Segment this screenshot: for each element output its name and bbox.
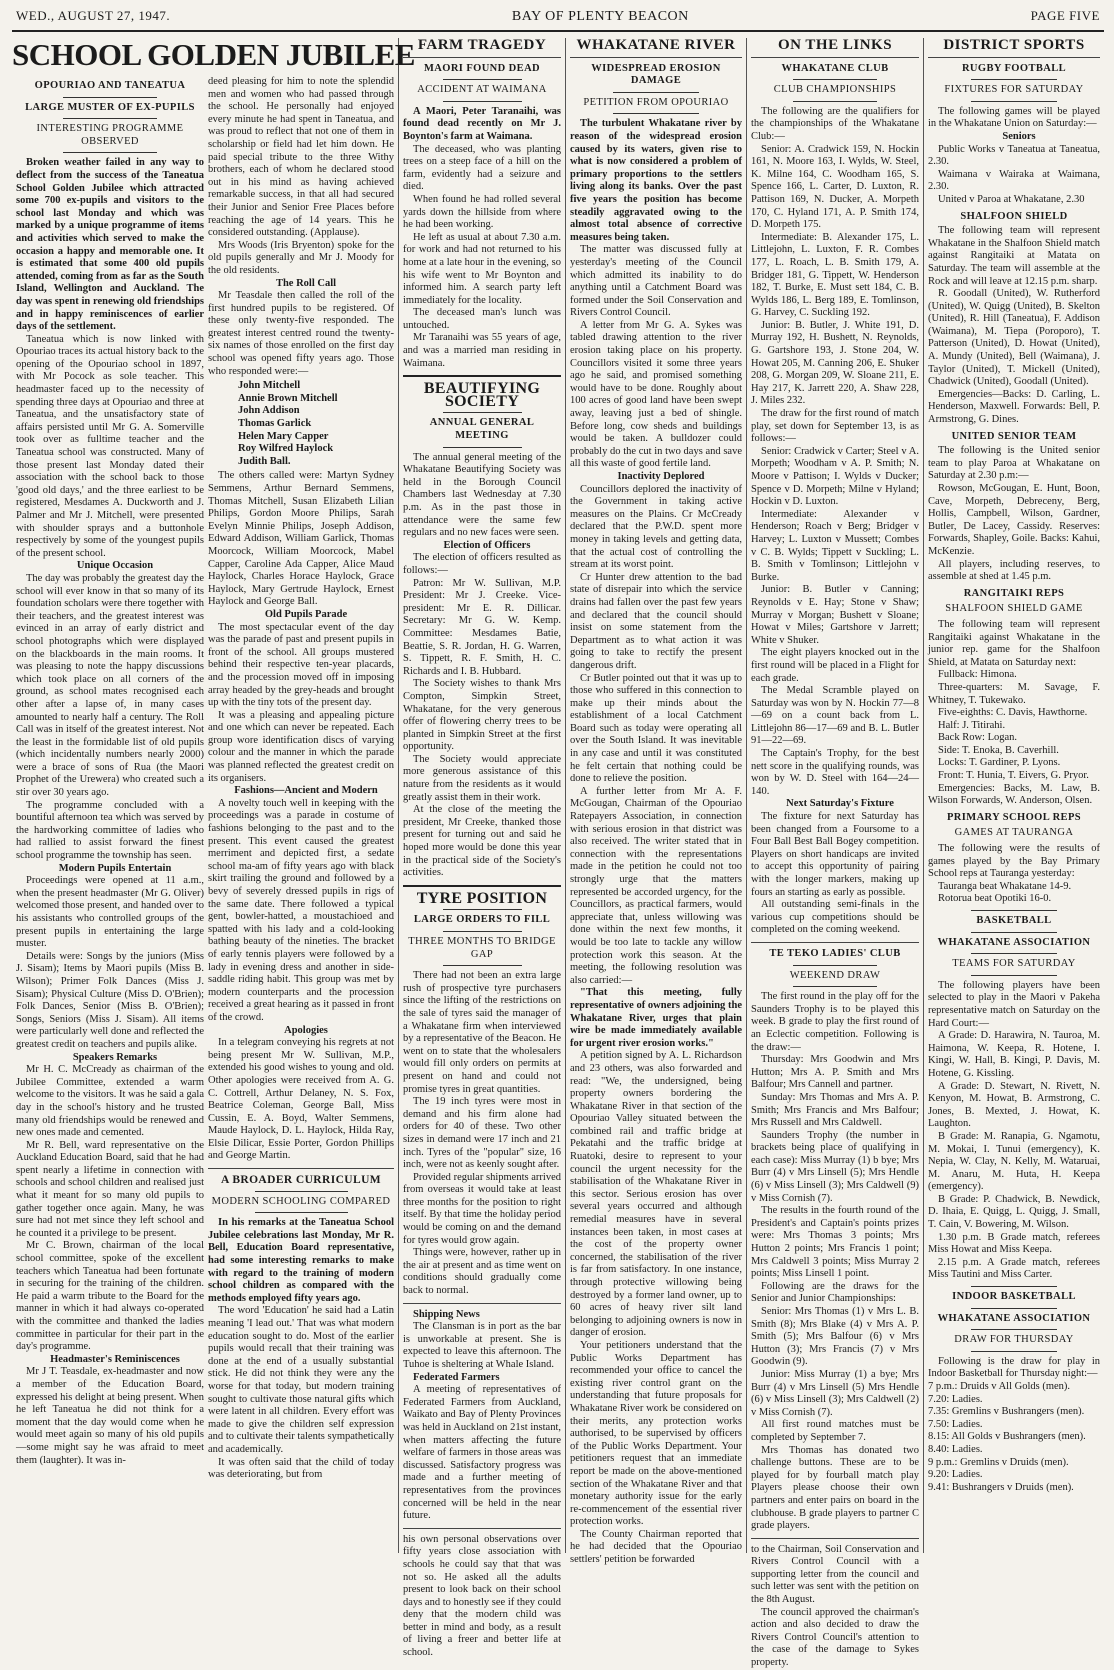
primary-title: PRIMARY SCHOOL REPS bbox=[946, 811, 1082, 823]
responder-name: John Addison bbox=[238, 405, 300, 417]
paragraph: The Society would appreciate more generous assistance of this nature from the residents as it would greatly assist them in their work. bbox=[403, 753, 561, 803]
sports-title: DISTRICT SPORTS bbox=[943, 37, 1085, 53]
column-4 bbox=[570, 36, 742, 1566]
paragraph: 2.15 p.m. A Grade match, referees Miss Tautini and Miss Carter. bbox=[928, 1256, 1100, 1281]
divider bbox=[63, 97, 157, 98]
responder-name: Thomas Garlick bbox=[238, 418, 312, 430]
indoor-draw-list bbox=[928, 1381, 1100, 1494]
responder-names-list bbox=[238, 380, 394, 468]
crosshead: Fashions—Ancient and Modern bbox=[234, 785, 378, 797]
paragraph: Side: T. Enoka, B. Caverhill. bbox=[938, 744, 1059, 756]
river-deck: WIDESPREAD EROSION DAMAGE bbox=[591, 62, 721, 87]
paragraph: A petition signed by A. L. Richardson and 23 others, was also forwarded and read: "We, the undersigned, being property owners bordering the Whakatane River in that section of the Opouriao Valley situated between the combined rail and traffic bridge at Pekatahi and the traffic bridge at Ruatoki, desire to represent to your council the urgent necessity for the stabilisation of the Whakatane River in this sector. Serious erosion has over several years occurred and although remedial measures have in several instances been taken, in most cases at the cost of the property owner concerned, the stabilisation of the river is far from satisfactory. In one instance, through protective willowing being destroyed by a former land owner, up to 60 acres of heavy river silt land belonging to adjoining owners is now in danger of erosion. bbox=[570, 1050, 742, 1339]
paragraph: Locks: T. Gardiner, P. Lyons. bbox=[938, 757, 1061, 769]
paragraph: Waimana v Wairaka at Waimana, 2.30. bbox=[928, 168, 1100, 193]
paragraph: The following were the results of games played by the Bay Primary School reps at Tauranga yesterday: bbox=[928, 843, 1100, 880]
resolution: "That this meeting, fully representative of owners adjoining the Whakatane River, urges that plain wire be made immediately available for urgent river erosion works." bbox=[570, 987, 742, 1049]
primary-deck: GAMES AT TAURANGA bbox=[954, 827, 1074, 839]
jubilee-deck-2: INTERESTING PROGRAMME OBSERVED bbox=[36, 123, 184, 147]
divider bbox=[793, 986, 877, 987]
responder-name: Annie Brown Mitchell bbox=[238, 392, 338, 404]
column-1 bbox=[16, 76, 204, 1553]
paragraph: The first round in the play off for the Saunders Trophy is to be played this week. B grade to play the first round of an Eclectic competition. Following is the draw:— bbox=[751, 991, 919, 1053]
divider bbox=[403, 375, 561, 377]
paragraph: Thursday: Mrs Goodwin and Mrs Hutton; Mrs A. P. Smith and Mrs Balfour; Mrs Cannell and partner. bbox=[751, 1054, 919, 1091]
divider bbox=[255, 1212, 348, 1213]
divider bbox=[443, 412, 522, 413]
paragraph: Senior: A. Cradwick 159, N. Hockin 161, N. Moore 163, I. Wylds, W. Steel, K. Milne 164, C. Woodham 165, S. Spence 166, L. Carter, D. Luxton, R. Pattison 169, N. Ducker, A. Morpeth 170, C. Hyland 171, A. P. Smith 174, D. Morpeth 175. bbox=[751, 143, 919, 231]
paragraph: All players, including reserves, to assemble at shed at 1.45 p.m. bbox=[928, 558, 1100, 583]
divider bbox=[613, 92, 699, 93]
divider bbox=[751, 1538, 919, 1539]
draw-item: 9 p.m.: Gremlins v Druids (men). bbox=[928, 1456, 1069, 1468]
divider bbox=[403, 57, 561, 58]
crosshead: The Roll Call bbox=[275, 277, 337, 289]
paragraph: The following is the United senior team to play Paroa at Whakatane on Saturday at 2.30 p.m:— bbox=[928, 445, 1100, 482]
paragraph: Mrs Thomas has donated two challenge buttons. These are to be played for by fourball match play Players please choose their own partners and enter pairs on board in the clubhouse. B grade players to partner C grade players. bbox=[751, 1444, 919, 1532]
responder-name: Judith Ball. bbox=[238, 455, 291, 467]
jubilee-subtitle: OPOURIAO AND TANEATUA bbox=[34, 80, 186, 91]
paragraph: to the Chairman, Soil Conservation and Rivers Control Council with a supporting letter from the council and such letter was sent with the petition on the 8th August. bbox=[751, 1543, 919, 1606]
paragraph: The following games will be played in the Whakatane Union on Saturday:— bbox=[928, 105, 1100, 130]
paragraph: The most spectacular event of the day was the parade of past and present pupils in front of the school. All groups mustered behind their respective ten-year placards, and the procession moved off in imposing array headed by the grey-heads and brought up with the tiny tots of the present day. bbox=[208, 621, 394, 709]
paragraph: All first round matches must be completed by September 7. bbox=[751, 1419, 919, 1443]
jubilee-lead: Broken weather failed in any way to deflect from the success of the Taneatua School Golden Jubilee which attracted some 700 ex-pupils and visitors to the school last Monday and which was marked by a unique programme of items and activities which served to make the occasion a happy and memorable one. It is estimated that some 400 old pupils attended, coming from as far as the South Island, Wellington and Auckland. The day was spent in renewing old friendships and in happy reminiscences of earlier days of the settlement. bbox=[16, 157, 204, 333]
crosshead: Modern Pupils Entertain bbox=[58, 862, 172, 874]
divider bbox=[971, 101, 1057, 102]
paragraph: Intermediate: Alexander v Henderson; Roach v Berg; Bridger v Harvey; L. Luxton v Mussett; Combes v C. B. Wylds; Tippett v Suckling; L. B. Smith v Tomlinson; Littlejohn v Burke. bbox=[751, 508, 919, 583]
shalfoon-title: SHALFOON SHIELD bbox=[960, 210, 1068, 222]
paragraph: Following is the draw for play in Indoor Basketball for Thursday night:— bbox=[928, 1355, 1100, 1380]
divider bbox=[443, 101, 522, 102]
paragraph: Following are the draws for the Senior and Junior Championships: bbox=[751, 1280, 919, 1305]
draw-item: 9.41: Bushrangers v Druids (men). bbox=[928, 1481, 1074, 1493]
divider bbox=[971, 910, 1057, 911]
rugby-title: RUGBY FOOTBALL bbox=[961, 62, 1067, 74]
paragraph: The others called were: Martyn Sydney Semmens, Arthur Bernard Semmens, Thomas Mitchell, Susan Elizabeth Lilian Philips, Gordon Moore Philips, Sarah Evelyn Minnie Philips, Joseph Addison, Edward Addison, William Garlick, Thomas Moorcock, William Moorcock, Mabel Capper, Caroline Ada Capper, Alice Maud Haylock, Charles Horace Haylock, Grace Haylock, Mary Gertrude Haylock, Ernest Haylock and George Ball. bbox=[208, 470, 394, 608]
paragraph: B Grade: P. Chadwick, B. Newdick, D. Ihaia, E. Quigg, L. Quigg, J. Small, T. Cain, V. Bowering, M. Wilson. bbox=[928, 1193, 1100, 1231]
draw-item: 9.20: Ladies. bbox=[928, 1469, 983, 1481]
paragraph: All outstanding semi-finals in the various cup competitions should be completed on the coming weekend. bbox=[751, 899, 919, 936]
paragraph: A Grade: D. Harawira, N. Tauroa, M. Haimona, W. Keepa, R. Hotene, I. Kingi, W. Hall, B. Kingi, P. Davis, M. Hotene, G. Kissling. bbox=[928, 1030, 1100, 1079]
paragraph: The Society wishes to thank Mrs Compton, Simpkin Street, Whakatane, for the very generous offer of flowering cherry trees to be planted in Simpkin Street at the first opportunity. bbox=[403, 678, 561, 753]
column-rule bbox=[746, 38, 747, 1553]
paragraph: Cr Hunter drew attention to the bad state of disrepair into which the service drains had fallen over the past few years and declared that the council should insist on some statement from the Department as to what action it was going to take to rectify the present dangerous drift. bbox=[570, 571, 742, 671]
curriculum-title: A BROADER CURRICULUM bbox=[220, 1174, 382, 1187]
paragraph: At the close of the meeting the president, Mr Creeke, thanked those present for turning out and said he hoped more would be done this year in the practical side of the Society's activities. bbox=[403, 804, 561, 879]
responder-name: John Mitchell bbox=[238, 380, 301, 392]
divider bbox=[443, 447, 522, 448]
paragraph: Mrs Woods (Iris Bryenton) spoke for the old pupils generally and Mr J. Moody for the old residents. bbox=[208, 239, 394, 276]
divider bbox=[971, 1286, 1057, 1287]
paragraph: Mr Teasdale then called the roll of the first hundred pupils to be registered. Of these only twenty-five responded. The greatest interest centred round the twenty-six names of those enrolled on the first day school was opened fifty years ago. Those who responded were:— bbox=[208, 290, 394, 377]
draw-item: 7.50: Ladies. bbox=[928, 1418, 983, 1430]
column-rule bbox=[565, 38, 566, 1553]
divider bbox=[403, 1303, 561, 1304]
paragraph: Rowson, McGougan, E. Hunt, Boon, Cave, Morpeth, Debreceny, Berg, Hollis, Campbell, Wilson, Gardner, Butler, De Lacey, Cassidy. Reserves: Forwards, Shapley, Goile. Backs: Kahui, McKenzie. bbox=[928, 483, 1100, 557]
divider bbox=[570, 57, 742, 58]
reps-deck: SHALFOON SHIELD GAME bbox=[945, 603, 1083, 615]
crosshead: Federated Farmers bbox=[413, 1371, 500, 1383]
paragraph: There had not been an extra large rush of prospective tyre purchasers since the lifting of the restrictions on the sale of tyres said the manager of a Whakatane firm when interviewed by a representative of the Beacon. He went on to state that the wholesalers would fill only orders on permits at present on hand and could not promise tyres in great quantities. bbox=[403, 970, 561, 1095]
divider bbox=[403, 885, 561, 887]
paragraph: Mr R. Bell, ward representative on the Auckland Education Board, said that he had spent nearly a lifetime in connection with schools and school children and realised just what it meant for so many old pupils to gather together once again. Many, he was sure had not met since they left school and he counted it a privilege to be present. bbox=[16, 1139, 204, 1239]
paragraph: In a telegram conveying his regrets at not being present Mr W. Sullivan, M.P., extended his good wishes to young and old. Other apologies were received from A. G. C. Cottrell, Arthur Delaney, N. S. Fox, Beatrice Coleman, George Ball, Miss Cussin, E. A. Boyd, Walter Semmens, Maude Haylock, D. L. Haylock, Hilda Ray, Elsie Dilicar, Essie Porter, Gordon Phillips and George Martin. bbox=[208, 1037, 394, 1162]
river-deck-2: PETITION FROM OPOURIAO bbox=[583, 96, 729, 108]
divider bbox=[403, 1528, 561, 1529]
paragraph: Senior: Cradwick v Carter; Steel v A. Morpeth; Woodham v A. P. Smith; N. Moore v Pattison; I. Wylds v Ducker; Spence v D. Morpeth; Milne v Hyland; Hockin v D. Luxton. bbox=[751, 445, 919, 508]
curriculum-lead: In his remarks at the Taneatua School Jubilee celebrations last Monday, Mr R. Bell, Education Board representative, had some interesting remarks to make with regard to the training of modern school children as compared with the methods employed fifty years ago. bbox=[208, 1217, 394, 1304]
river-lead: The turbulent Whakatane river by reason of the widespread erosion caused by its waters, given rise to what is now considered a problem of primary proportions to the settlers living along its banks. Over the past five years the position has become steadily aggravated owing to the almost total absence of corrective measures being taken. bbox=[570, 118, 742, 243]
draw-item: 7.35: Gremlins v Bushrangers (men). bbox=[928, 1406, 1085, 1418]
divider bbox=[751, 57, 919, 58]
farm-deck-2: ACCIDENT AT WAIMANA bbox=[417, 84, 547, 96]
columns bbox=[12, 36, 1104, 1669]
paragraph: Tauranga beat Whakatane 14-9. bbox=[938, 880, 1072, 892]
river-title: WHAKATANE RIVER bbox=[576, 37, 736, 53]
paragraph: A novelty touch well in keeping with the proceedings was a parade in costume of fashions belonging to the past and to the present. This event caused the greatest merriment and depicted first, a sedate school ma-am of fifty years ago with black skirt trailing the ground and followed by a bevy of severely dressed pupils in rigs of the same date. There followed a typical gent, bowler-hatted, a moustachioed and spatted with his lady and a cold-looking bathing beauty of the nineties. The bracket of early tennis players were followed by a lady in evening dress and another in side-saddle riding habit. This group was met by modern counterparts and the procession received a great hearing as it passed in front of the crowd. bbox=[208, 797, 394, 1023]
farm-lead: A Maori, Peter Taranaihi, was found dead recently on Mr J. Boynton's farm at Waimana. bbox=[403, 105, 561, 142]
crosshead: Seniors bbox=[1002, 130, 1036, 142]
divider bbox=[443, 931, 522, 932]
paragraph: Mr C. Brown, chairman of the local school committee, spoke of the excellent teachers which Taneatua had been fortunate in securing for the training of the children. He paid a warm tribute to the Board for the manner in which it had always co-operated with the committee and thanked the ladies committee in particular for their part in the day's programme. bbox=[16, 1240, 204, 1353]
divider bbox=[613, 113, 699, 114]
crosshead: Shipping News bbox=[413, 1308, 480, 1320]
paragraph: Emergencies—Backs: D. Carling, L. Henderson, Maxwell. Forwards: Bell, P. Armstrong, G. Dines. bbox=[928, 388, 1100, 426]
paragraph: Provided regular shipments arrived from overseas it would take at least three months for the position to right itself. By that time the holiday period would be coming on and the demand for tyres would grow again. bbox=[403, 1171, 561, 1246]
divider bbox=[255, 1191, 348, 1192]
links-title: ON THE LINKS bbox=[777, 37, 893, 53]
crosshead: Election of Officers bbox=[443, 539, 531, 551]
paragraph: Sunday: Mrs Thomas and Mrs A. P. Smith; Mrs Francis and Mrs Balfour; Mrs Russell and Mrs Caldwell. bbox=[751, 1091, 919, 1129]
paragraph: Intermediate: B. Alexander 175, L. Littlejohn, L. Luxton, F. R. Combes 177, L. Roach, L. B. Smith 179, A. Bridger 181, G. Tippett, W. Henderson 182, T. Burke, E. Must sett 184, C. B. Wylds 186, L. Berg 189, E. Tomlinson, G. Harvey, C. Suckling 192. bbox=[751, 231, 919, 319]
divider bbox=[971, 1329, 1057, 1330]
header-date: WED., AUGUST 27, 1947. bbox=[16, 8, 171, 23]
divider bbox=[443, 79, 522, 80]
paragraph: It was a pleasing and appealing picture and one which can never be repeated. Each group wore identification discs of varying colour and the manner in which the parade was planned reflected the greatest credit on its organisers. bbox=[208, 709, 394, 784]
paragraph: Front: T. Hunia, T. Eivers, G. Pryor. bbox=[938, 770, 1089, 782]
paragraph: United v Paroa at Whakatane, 2.30 bbox=[938, 193, 1085, 205]
paragraph: The results in the fourth round of the President's and Captain's points prizes were: Mrs Thomas 3 points; Mrs Hutton 2 points; Mrs Francis 1 point; Mrs Caldwell 3 points; Miss Murray 2 points; Miss Linsell 1 point. bbox=[751, 1205, 919, 1280]
header-paper-name: BAY OF PLENTY BEACON bbox=[511, 9, 689, 24]
paragraph: Half: J. Titirahi. bbox=[938, 719, 1006, 731]
divider bbox=[971, 975, 1057, 976]
crosshead: Speakers Remarks bbox=[72, 1051, 158, 1063]
paragraph: The County Chairman reported that he had decided that the Opouriao settlers' petition be forwarded bbox=[570, 1528, 742, 1566]
united-title: UNITED SENIOR TEAM bbox=[951, 430, 1077, 442]
paragraph: The day was probably the greatest day the school will ever know in that so many of its foundation scholars were there together with their teachers, and the greatest interest was evinced in an array of early district and school photographs which were displayed on the blackboards in the main rooms. It was pleasing to note the happy discussions which took place on all corners of the ground, as school mates recognised each other after a lapse of, in many cases amounted to nearly half a century. The Roll Call was in itself of the greatest interest. Not the least in the formidable list of old pupils (which incidentally numbers nearly 2000) were a brace of sons of Rua (the Maori Prophet of the Urewera) who created such a stir over 30 years ago. bbox=[16, 572, 204, 799]
paragraph: Fullback: Himona. bbox=[938, 669, 1017, 681]
divider bbox=[63, 118, 157, 119]
responder-name: Helen Mary Capper bbox=[238, 430, 329, 442]
paragraph: Mr J T. Teasdale, ex-headmaster and now a member of the Education Board, expressed his delight at being present. When he left Taneatua he did not think for a moment that the day would come when he would meet again so many of his old pupils —some might say he was afraid to meet them (laughter). It was in- bbox=[16, 1366, 204, 1466]
paragraph: R. Goodall (United), W. Rutherford (United), W. Quigg (United), B. Skelton (United), R. Hill (Taneatua), F. Addison (Waimana), M. Tiepa (Poroporo), T. Patterson (United), D. Howat (United), A. Mundy (United), Bell (Waimana), J. Taylor (United), T. Mickell (United), Chadwick (United), Goodall (United). bbox=[928, 288, 1100, 388]
paragraph: The annual general meeting of the Whakatane Beautifying Society was held in the Borough Council Chambers last Wednesday at 7.30 p.m. As in the past those in attendance were the same few regulars and no new faces were seen. bbox=[403, 451, 561, 539]
column-rule bbox=[398, 38, 399, 1553]
jubilee-deck: LARGE MUSTER OF EX-PUPILS bbox=[25, 101, 195, 113]
paragraph: The word 'Education' he said had a Latin meaning 'I lead out.' That was what modern education sought to do. Most of the earlier pupils would recall that their training was done at the end of a usually substantial stick. He did not think they were any the worse for that today, but modern training sought to cultivate those natural gifts which were latent in all children. Every effort was made to give the children self expression and to cultivate their talents sympathetically and academically. bbox=[208, 1305, 394, 1455]
beautify-title: BEAUTIFYING SOCIETY bbox=[423, 380, 541, 410]
paragraph: The matter was discussed fully at yesterday's meeting of the Council which admitted its inability to do anything until a Catchment Board was formed under the Soil Conservation and Rivers Control Council. bbox=[570, 244, 742, 319]
basketball-title: BASKETBALL bbox=[976, 915, 1052, 926]
paragraph: The deceased man's lunch was untouched. bbox=[403, 307, 561, 331]
paragraph: The eight players knocked out in the first round will be placed in a Flight for each grade. bbox=[751, 647, 919, 684]
divider bbox=[793, 79, 877, 80]
newspaper-page bbox=[12, 8, 1104, 1669]
paragraph: A letter from Mr G. A. Sykes was tabled drawing attention to the river erosion taking place on his property. Councillors visited it some three years ago he said, and promised something would have to be done. Roughly about 100 acres of good land have been swept away, leaving just a bed of shingle. Before long, cow sheds and buildings would be taken. A bulldozer could probably do the cut in two days and save all this waste of good fertile land. bbox=[570, 319, 742, 470]
basketball-teams: TEAMS FOR SATURDAY bbox=[952, 958, 1076, 970]
paragraph: The Medal Scramble played on Saturday was won by N. Hockin 77—8—69 on a count back from L. Littlejohn 86—17—69 and B. L. Butler 91—22—69. bbox=[751, 685, 919, 747]
paragraph: When found he had rolled several yards down the hillside from where he had been working. bbox=[403, 193, 561, 231]
divider bbox=[751, 942, 919, 943]
paragraph: Junior: B. Butler, J. White 191, D. Murray 192, H. Bushett, N. Reynolds, G. Gartshore 193, J. Stone 204, W. Howat 205, M. Canning 206, E. Shuker 208, G. Morgan 209, W. Sloane 211, E. Hay 217, K. Jarrett 220, A. Shaw 228, J. Miles 232. bbox=[751, 319, 919, 407]
crosshead: Inactivity Deplored bbox=[617, 471, 705, 482]
jubilee-title: SCHOOL GOLDEN JUBILEE bbox=[12, 37, 415, 72]
paragraph: Junior: Miss Murray (1) a bye; Mrs Burr (4) v Mrs Linsell (5) Mrs Hendle (6) v Miss Linsell (3); Mrs Caldwell (2) v Miss Cornish (7). bbox=[751, 1368, 919, 1418]
draw-item: 8.40: Ladies. bbox=[928, 1443, 983, 1455]
teteko-deck: WEEKEND DRAW bbox=[789, 969, 881, 981]
farm-title: FARM TRAGEDY bbox=[417, 37, 547, 53]
divider bbox=[443, 909, 522, 910]
indoor-draw-title: DRAW FOR THURSDAY bbox=[954, 1334, 1074, 1346]
paragraph: The election of officers resulted as follows:— bbox=[403, 552, 561, 576]
header-page-number: PAGE FIVE bbox=[1030, 8, 1100, 23]
paragraph: Patron: Mr W. Sullivan, M.P. President: Mr J. Creeke. Vice-president: Mr E. R. Dillicar. Secretary: Mr G. W. Kemp. Committee: Mesdames Batie, Beattie, S. R. Jordan, H. G. Warren, S. Tippett, R. F. Smith, H. C. Richards and I. B. Hubbard. bbox=[403, 577, 561, 677]
links-deck-2: CLUB CHAMPIONSHIPS bbox=[773, 84, 897, 96]
paragraph: It was often said that the child of today was deteriorating, but from bbox=[208, 1456, 394, 1481]
teteko-title: TE TEKO LADIES' CLUB bbox=[769, 947, 901, 959]
paragraph: Public Works v Taneatua at Taneatua, 2.30. bbox=[928, 143, 1100, 168]
crosshead: Unique Occasion bbox=[76, 560, 154, 572]
paragraph: A Grade: D. Stewart, N. Rivett, N. Kenyon, M. Howat, B. Armstrong, C. Jones, B. Mexted, J. Howat, K. Laughton. bbox=[928, 1080, 1100, 1130]
paragraph: The draw for the first round of match play, set down for September 13, is as follows:— bbox=[751, 408, 919, 445]
paragraph: The following team will represent Whakatane in the Shalfoon Shield match against Rangitaiki at Matata on Saturday. The team will assemble at the Rock and will leave at 12.15 p.m. sharp. bbox=[928, 225, 1100, 287]
paragraph: Mr Taranaihi was 55 years of age, and was a married man residing in Waimana. bbox=[403, 332, 561, 369]
paragraph: Three-quarters: M. Savage, F. Whitney, T. Tukewako. bbox=[928, 681, 1100, 706]
links-deck: WHAKATANE CLUB bbox=[781, 62, 889, 74]
paragraph: Emergencies: Backs, M. Law, B. Wilson Forwards, W. Anderson, Olsen. bbox=[928, 782, 1100, 807]
divider bbox=[971, 1351, 1057, 1352]
reps-title: RANGITAIKI REPS bbox=[963, 587, 1065, 599]
curriculum-deck: MODERN SCHOOLING COMPARED bbox=[211, 1195, 391, 1207]
paragraph: Things were, however, rather up in the air at present and as time went on conditions should gradually come back to normal. bbox=[403, 1247, 561, 1297]
divider bbox=[208, 1168, 394, 1169]
crosshead: Next Saturday's Fixture bbox=[786, 798, 894, 810]
column-3 bbox=[403, 36, 561, 1659]
paragraph: The Clansman is in port as the bar is unworkable at present. She is expected to leave this afternoon. The Tuhoe is sheltering at Whale Island. bbox=[403, 1321, 561, 1370]
crosshead: Headmaster's Reminiscences bbox=[50, 1353, 180, 1365]
farm-deck: MAORI FOUND DEAD bbox=[423, 62, 541, 74]
beautify-deck: ANNUAL GENERAL MEETING bbox=[429, 417, 535, 442]
paragraph: Junior: B. Butler v Canning; Reynolds v E. Hay; Stone v Shaw; Murray v Morgan; Bushett v Sloane; Howat v Miles; Gartshore v Jarrett; White v Shuker. bbox=[751, 584, 919, 646]
paragraph: 1.30 p.m. B Grade match, referees Miss Howat and Miss Keepa. bbox=[928, 1231, 1100, 1256]
paragraph: Your petitioners understand that the Public Works Department has recommended your office to cancel the existing river control grant on the understanding that future proposals for Whakatane River work be considered on their merits, any protection works authorised, to be supervised by officers of the Public Works Department. Your petitioners request that an immediate report be made on the above-mentioned section of the Whakatane River and that monetary authority issue for the early re-commencement of the essential river protection works. bbox=[570, 1339, 742, 1528]
paragraph: deed pleasing for him to note the splendid men and women who had passed through the school. He personally had enjoyed every minute he had spent in Taneatua, and was proud to reflect that not one of them in scholarship or field had let him down. He paid special tribute to the three Withy brothers, each of whom he declared stood out in his mind as having achieved remarkable success, in that all had secured their Junior and Senior Free Places before reaching the age of 14 years. This he considered outstanding. (Applause). bbox=[208, 76, 394, 239]
column-5 bbox=[751, 36, 919, 1669]
page-header bbox=[12, 8, 1104, 32]
tyre-title: TYRE POSITION bbox=[416, 889, 548, 907]
paragraph: Cr Butler pointed out that it was up to those who suffered in this connection to make up their minds about the establishment of a local Catchment Board such as today were operating all over the South Island. It was inevitable in any case and until it was constituted he felt certain that nothing could be done to relieve the position. bbox=[570, 672, 742, 785]
indoor-title: INDOOR BASKETBALL bbox=[952, 1291, 1076, 1303]
paragraph: A meeting of representatives of Federated Farmers from Auckland, Waikato and Bay of Plenty Provinces was held in Auckland on 21st instant, when matters affecting the future welfare of farmers in those areas was discussed. Satisfactory progress was made and a further meeting of representatives from the provinces concerned will be held in the near future. bbox=[403, 1384, 561, 1522]
tyre-deck: LARGE ORDERS TO FILL bbox=[413, 914, 551, 926]
paragraph: He left as usual at about 7.30 a.m. for work and had not returned to his home at a late hour in the evening, so his wife went to Mr Boynton and informed him. A search party left immediately for the locality. bbox=[403, 231, 561, 306]
divider bbox=[793, 101, 877, 102]
paragraph: The Captain's Trophy, for the best nett score in the qualifying rounds, was won by W. D. Steel with 164—24—140. bbox=[751, 748, 919, 797]
paragraph: Mr H. C. McCready as chairman of the Jubilee Committee, extended a warm welcome to the visitors. It was he said a gala day in the school's history and he trusted many old friendships would be renewed and new ones made and cemented. bbox=[16, 1064, 204, 1139]
draw-item: 7.20: Ladies. bbox=[928, 1393, 983, 1405]
paragraph: The fixture for next Saturday has been changed from a Foursome to a Four Ball Best Ball Bogey competition. Players on short handicaps are invited to accept this opportunity of pairing with the longer markers, making up fours an starting as early as possible. bbox=[751, 811, 919, 898]
divider bbox=[443, 965, 522, 966]
paragraph: The following team will represent Rangitaiki against Whakatane in the junior rep. game for the Shalfoon Shield, at Matata on Saturday next: bbox=[928, 618, 1100, 668]
paragraph: The council approved the chairman's action and also decided to draw the Rivers Control Council's attention to the case of the damage to Sykes property. bbox=[751, 1606, 919, 1669]
paragraph: Saunders Trophy (the number in brackets being place of qualifying in each case): Miss Murray (1) b bye; Mrs Burr (4) v Mrs Linsell (5); Mrs Hendle (6) v Miss Linsell (3); Mrs Caldwell (9) v Miss Cornish (7). bbox=[751, 1129, 919, 1204]
divider bbox=[971, 953, 1057, 954]
rugby-fixtures: FIXTURES FOR SATURDAY bbox=[944, 84, 1084, 96]
divider bbox=[793, 965, 877, 966]
draw-item: 7 p.m.: Druids v All Golds (men). bbox=[928, 1381, 1071, 1392]
column-6 bbox=[928, 36, 1100, 1553]
basketball-assoc: WHAKATANE ASSOCIATION bbox=[937, 936, 1091, 948]
paragraph: his own personal observations over fifty years close association with schools he could say that that was not so. He asked all the adults present to look back on their school days and to honestly see if they could deny that the modern child was better in mind and body, as a result of living a freer and better life at school. bbox=[403, 1533, 561, 1659]
paragraph: Back Row: Logan. bbox=[938, 732, 1018, 744]
divider bbox=[971, 1308, 1057, 1309]
column-2 bbox=[208, 76, 394, 1553]
paragraph: The deceased, who was planting trees on a steep face of a hill on the farm, evidently had a seizure and died. bbox=[403, 143, 561, 193]
paragraph: The following are the qualifiers for the championships of the Whakatane Club:— bbox=[751, 105, 919, 142]
divider bbox=[63, 152, 157, 153]
paragraph: Proceedings were opened at 11 a.m., when the present headmaster (Mr G. Oliver) welcomed those present, and handed over to his assistants who controlled groups of the present pupils in entertaining the large muster. bbox=[16, 875, 204, 950]
paragraph: B Grade: M. Ranapia, G. Ngamotu, M. Mokai, I. Tunui (emergency), K. Nepia, W. Clay, N. Kelly, M. Wataruai, M. Anaru, M. Huta, H. Keepa (emergency). bbox=[928, 1130, 1100, 1193]
paragraph: The 19 inch tyres were most in demand and his firm alone had orders for 40 of these. Two other sizes in demand were 17 inch and 21 inch. Tyres of the "popular" size, 16 inch, were not as keenly sought after. bbox=[403, 1096, 561, 1171]
divider bbox=[971, 932, 1057, 933]
divider bbox=[928, 57, 1100, 58]
draw-item: 8.15: All Golds v Bushrangers (men). bbox=[928, 1431, 1086, 1443]
paragraph: Five-eighths: C. Davis, Hawthorne. bbox=[938, 707, 1088, 719]
responder-name: Roy Wilfred Haylock bbox=[238, 443, 334, 455]
crosshead: Old Pupils Parade bbox=[264, 608, 348, 620]
paragraph: Details were: Songs by the juniors (Miss J. Sisam); Items by Maori pupils (Miss B. Wilson); Primer Folk Dances (Miss J. Sisam); Physical Culture (Miss D. O'Brien); Folk Dances, Senior (Miss B. O'Brien); Songs, Seniors (Miss J. Sisam). All items were particularly well done and reflected the greatest credit on teachers and pupils alike. bbox=[16, 950, 204, 1050]
tyre-deck-2: THREE MONTHS TO BRIDGE GAP bbox=[408, 936, 556, 960]
paragraph: The following players have been selected to play in the Maori v Pakeha representative match on Saturday on the Hard Court:— bbox=[928, 979, 1100, 1029]
paragraph: Rotorua beat Opotiki 16-0. bbox=[938, 893, 1052, 905]
paragraph: Taneatua which is now linked with Opouriao traces its actual history back to the opening of the Opouriao school in 1897, with Mr Pocock as sole teacher. This headmaster faced up to the necessity of spending three days at Opouriao and three at Taneatua, and the unsatisfactory state of affairs persisted until Mr G. A. Somerville took over as fulltime teacher and the Taneatua school was constructed. Many of those present last Monday dated their association with the school back to those 'good old days,' and the three earliest to be registered, Mesdames A. Duckworth and J. Palmer and Mr J. Mitchell, were presented with shoulder sprays and a buttonhole respectively by some of the youngest pupils of the present school. bbox=[16, 333, 204, 559]
paragraph: The programme concluded with a bountiful afternoon tea which was served by the hardworking committee of ladies who had rallied to assist forward the finest school programme the township has seen. bbox=[16, 799, 204, 862]
divider bbox=[971, 79, 1057, 80]
column-rule bbox=[923, 38, 924, 1553]
paragraph: Councillors deplored the inactivity of the Government in taking active measures on the Plains. Cr McCready declared that the P.W.D. spent more money in taking levels and getting data, that the actual cost of controlling the stream at its worst point. bbox=[570, 483, 742, 571]
indoor-assoc: WHAKATANE ASSOCIATION bbox=[937, 1312, 1091, 1324]
paragraph: Senior: Mrs Thomas (1) v Mrs L. B. Smith (8); Mrs Blake (4) v Mrs A. P. Smith (5); Mrs Balfour (6) v Mrs Hutton (3); Mrs Francis (7) v Mrs Goodwin (9). bbox=[751, 1306, 919, 1368]
crosshead: Apologies bbox=[284, 1024, 328, 1036]
paragraph: A further letter from Mr A. F. McGougan, Chairman of the Opouriao Ratepayers Association, in connection with serious erosion in that district was also received. The writer stated that in connection with the representations made in the petition he could not too strongly urge that the matters represented be accorded urgency, for the Councillors, as practical farmers, would appreciate that, unless willowing was done within the next few months, it would be too late to tackle any willow protection work this season. At the meeting, the following resolution was also carried:— bbox=[570, 785, 742, 986]
